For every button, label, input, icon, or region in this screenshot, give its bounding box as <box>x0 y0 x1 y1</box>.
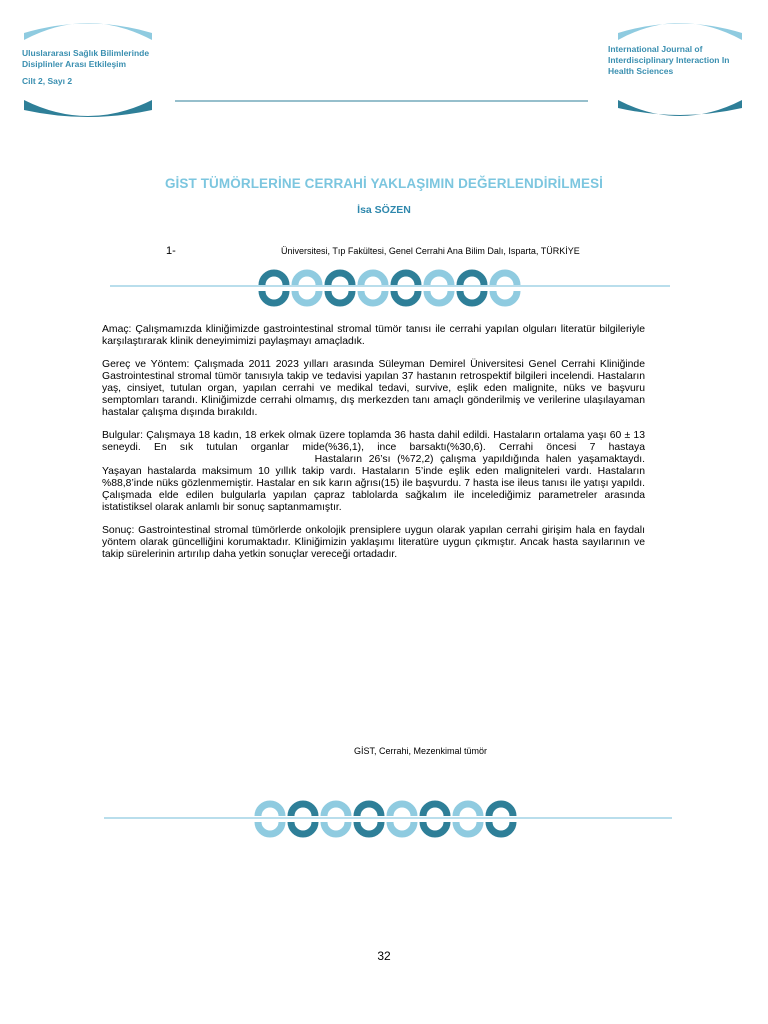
journal-en-line2: Interdisciplinary Interaction In <box>608 55 730 65</box>
abstract-conclusion: Sonuç: Gastrointestinal stromal tümörlerde onkolojik prensiplere uygun olarak yapılan cerrahi girişim hala en faydalı yöntem olarak güncelliğini korumaktadır. Kliniğimizin yaklaşımı literatüre uygun çıkmıştır. Ancak hasta sayılarının ve takip sürelerinin artırılıp daha yetkin sonuçlar vereceği ortadadır. <box>102 525 645 560</box>
abstract-aim: Amaç: Çalışmamızda kliniğimizde gastrointestinal stromal tümör tanısı ile cerrahi yapılan olguları literatür bilgileriyle karşılaştırarak klinik deneyimimizi paylaşmayı amaçladık. <box>102 324 645 347</box>
journal-name-turkish <box>22 48 192 87</box>
journal-issue: Cilt 2, Sayı 2 <box>22 76 73 86</box>
header-right-arc-bottom <box>618 100 742 116</box>
affiliation: Üniversitesi, Tıp Fakültesi, Genel Cerrahi Ana Bilim Dalı, Isparta, TÜRKİYE <box>281 246 580 256</box>
abstract <box>102 324 645 572</box>
article-author: İsa SÖZEN <box>357 204 411 216</box>
abstract-results <box>102 430 645 513</box>
chain-divider-top <box>262 273 517 303</box>
header-right-arc-top <box>618 23 742 40</box>
journal-en-line3: Health Sciences <box>608 66 674 76</box>
keywords: GİST, Cerrahi, Mezenkimal tümör <box>354 746 488 756</box>
abstract-results-part2: Hastaların 26’sı (%72,2) çalışma yapıldığında halen yaşamaktaydı. Yaşayan hastalarda maksimum 10 yıllık takip vardı. Hastaların 5’inde eşlik eden maligniteleri vardı. Hastaların %88,8’inde nüks gözlenmemiştir. Hastalar en sık karın ağrısı(15) ile başvurdu. 7 hasta ise ileus tanısı ile yatışı yapıldı. Çalışmada elde edilen bulgularla yapılan çapraz tablolarda sağkalım ile incelediğimiz parametreler arasında istatistiksel olarak anlamlı bir sonuç saptanmamıştır. <box>102 454 645 513</box>
page-number: 32 <box>377 949 391 963</box>
header-left-arc-top <box>24 23 152 40</box>
chain-divider-bottom <box>258 804 513 834</box>
header-left-arc-bottom <box>24 100 152 117</box>
journal-tr-line1: Uluslararası Sağlık Bilimlerinde <box>22 48 150 58</box>
journal-name-english <box>608 44 758 77</box>
abstract-methods: Gereç ve Yöntem: Çalışmada 2011 2023 yılları arasında Süleyman Demirel Üniversitesi Genel Cerrahi Kliniğinde Gastrointestinal stromal tümör tanısıyla takip ve tedavisi yapılan 37 hastanın retrospektif bilgileri incelendi. Hastaların yaş, cinsiyet, tutulan organ, yapılan cerrahi ve medikal tedavi, survive, eşlik eden malignite, nüks ve başvuru semptomları tarandı. Kliniğimizde cerrahi olmamış, dış merkezden tanı amaçlı gönderilmiş ve verilerine ulaşılayaman hastalar çalışma dışında bırakıldı. <box>102 359 645 418</box>
affiliation-number: 1- <box>166 245 176 257</box>
abstract-results-part1: Bulgular: Çalışmaya 18 kadın, 18 erkek olmak üzere toplamda 36 hasta dahil edildi. Hastaların ortalama yaşı 60 ± 13 seneydi. En sık tutulan organlar mide(%36,1), ince barsaktı(%30,6). Cerrahi öncesi 7 hastaya <box>102 430 645 454</box>
article-title: GİST TÜMÖRLERİNE CERRAHİ YAKLAŞIMIN DEĞERLENDİRİLMESİ <box>164 176 604 191</box>
journal-en-line1: International Journal of <box>608 44 703 54</box>
journal-tr-line2: Disiplinler Arası Etkileşim <box>22 59 127 69</box>
